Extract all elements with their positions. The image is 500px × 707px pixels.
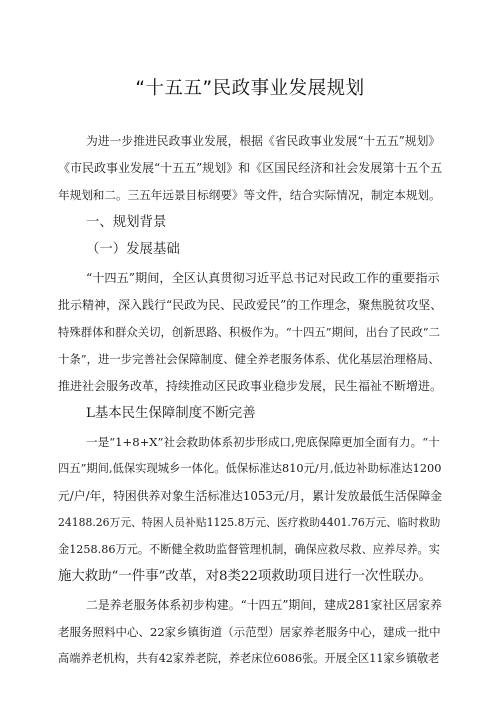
paragraph-line: 元/户/年，特困供养对象生活标准达1053元/月，累计发放最低生活保障金 bbox=[58, 489, 443, 503]
paragraph-line: 老服务照料中心、22家乡镇街道（示范型）居家养老服务中心，建成一批中 bbox=[58, 625, 441, 639]
document-title: “十五五”民政事业发展规划 bbox=[135, 78, 365, 99]
paragraph-line: 24188.26万元、特困人员补贴1125.8万元、医疗救助4401.76万元、临时救助 bbox=[58, 516, 441, 529]
paragraph-line: 一是“1+8+X”社会救助体系初步形成口,兜底保障更加全面有力。“十 bbox=[86, 435, 440, 449]
section-heading: 一、规划背景 bbox=[86, 215, 167, 230]
paragraph-line: 二是养老服务体系初步构建。“十四五”期间，建成281家社区居家养 bbox=[86, 598, 442, 612]
paragraph-line: 为进一步推进民政事业发展，根据《省民政事业发展“十五五”规划》 bbox=[86, 134, 441, 148]
paragraph-line: 批示精神，深入践行“民政为民、民政爱民”的工作理念，聚焦脱贫攻坚、 bbox=[58, 298, 443, 312]
paragraph-line: 四五”期间,低保实现城乡一体化。低保标准达810元/月,低边补助标准达1200 bbox=[58, 462, 442, 475]
item-heading: L基本民生保障制度不断完善 bbox=[86, 406, 256, 421]
paragraph-line: 高端养老机构，共有42家养老院，养老床位6086张。开展全区11家乡镇敬老 bbox=[58, 652, 440, 665]
paragraph-line: 十条”，进一步完善社会保障制度、健全养老服务体系、优化基层治理格局、 bbox=[58, 352, 440, 366]
paragraph-line: 推进社会服务改革，持续推动区民政事业稳步发展，民生福祉不断增进。 bbox=[58, 379, 443, 393]
paragraph-line: 年规划和二。三五年远景目标纲要》等文件，结合实际情况，制定本规划。 bbox=[58, 188, 441, 202]
paragraph-line: 施大救助“一件事”改革，对8类22项救助项目进行一次性联办。 bbox=[58, 569, 433, 584]
paragraph-line: 特殊群体和群众关切，创新思路、积极作为。“十四五”期间，出台了民政“二 bbox=[58, 325, 440, 339]
paragraph-line: “十四五”期间，全区认真贯彻习近平总书记对民政工作的重要指示 bbox=[86, 271, 440, 285]
paragraph-line: 《市民政事业发展“十五五”规划》和《区国民经济和社会发展第十五个五 bbox=[58, 161, 443, 175]
subsection-heading: （一）发展基础 bbox=[86, 242, 180, 257]
paragraph-line: 金1258.86万元。不断健全救助监督管理机制，确保应救尽救、应养尽养。实 bbox=[58, 543, 440, 556]
